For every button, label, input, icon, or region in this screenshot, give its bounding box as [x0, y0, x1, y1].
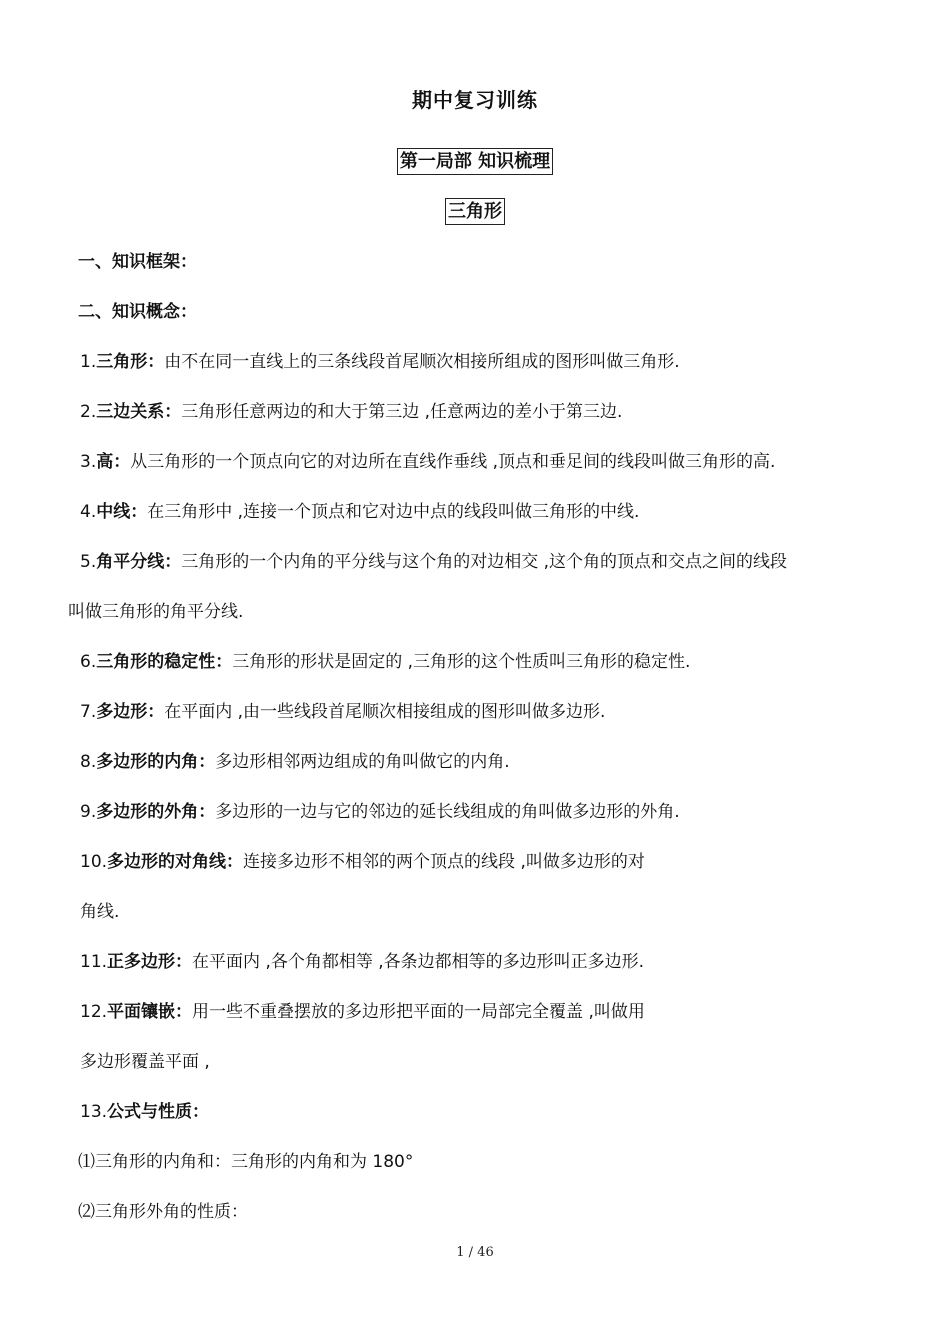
item-term: 平面镶嵌：	[107, 1002, 193, 1022]
item-text: 多边形的一边与它的邻边的延长线组成的角叫做多边形的外角.	[215, 802, 680, 822]
heading-concepts: 二、知识概念：	[78, 302, 197, 322]
item-term: 多边形的外角：	[96, 802, 216, 822]
concept-item-7	[80, 700, 605, 724]
part-heading: 第一局部 知识梳理	[397, 148, 553, 175]
concept-item-4	[80, 500, 639, 524]
item-term: 公式与性质：	[107, 1102, 210, 1122]
item-term: 中线：	[96, 502, 148, 522]
concept-item-13	[80, 1100, 209, 1124]
sub-item-text: 三角形外角的性质：	[95, 1202, 248, 1222]
concept-item-12-continuation: 多边形覆盖平面 ,	[80, 1052, 210, 1072]
concept-item-11	[80, 950, 644, 974]
item-text: 在平面内 ,各个角都相等 ,各条边都相等的多边形叫正多边形.	[192, 952, 645, 972]
item-term: 多边形：	[96, 702, 165, 722]
part-heading-row	[0, 148, 950, 175]
item-number: 1.	[80, 352, 97, 372]
item-text: 三角形任意两边的和大于第三边 ,任意两边的差小于第三边.	[181, 402, 623, 422]
sub-item-1	[78, 1150, 413, 1174]
page-number: 1 / 46	[456, 1245, 494, 1260]
item-number: 11.	[80, 952, 108, 972]
concept-item-3	[80, 450, 775, 474]
item-text: 由不在同一直线上的三条线段首尾顺次相接所组成的图形叫做三角形.	[164, 352, 680, 372]
item-number: 6.	[80, 652, 97, 672]
item-number: 2.	[80, 402, 97, 422]
item-number: 13.	[80, 1102, 108, 1122]
item-term: 三角形：	[96, 352, 165, 372]
concept-item-8	[80, 750, 510, 774]
item-text: 在平面内 ,由一些线段首尾顺次相接组成的图形叫做多边形.	[164, 702, 606, 722]
item-number: 10.	[80, 852, 108, 872]
concept-item-1	[80, 350, 680, 374]
item-term: 正多边形：	[107, 952, 193, 972]
heading-framework: 一、知识框架：	[78, 252, 197, 272]
item-text: 从三角形的一个顶点向它的对边所在直线作垂线 ,顶点和垂足间的线段叫做三角形的高.	[130, 452, 776, 472]
concept-item-12	[80, 1000, 645, 1024]
item-text: 用一些不重叠摆放的多边形把平面的一局部完全覆盖 ,叫做用	[192, 1002, 645, 1022]
item-number: 8.	[80, 752, 97, 772]
concept-item-2	[80, 400, 622, 424]
item-number: 7.	[80, 702, 97, 722]
concept-item-10	[80, 850, 645, 874]
item-number: 12.	[80, 1002, 108, 1022]
concept-item-10-continuation: 角线.	[80, 902, 120, 922]
item-number: 5.	[80, 552, 97, 572]
item-term: 三边关系：	[96, 402, 182, 422]
section-heading: 三角形	[445, 198, 505, 225]
item-term: 高：	[96, 452, 131, 472]
sub-item-2	[78, 1200, 248, 1224]
page-title: 期中复习训练	[412, 88, 538, 112]
concept-item-5	[80, 550, 787, 574]
item-text: 在三角形中 ,连接一个顶点和它对边中点的线段叫做三角形的中线.	[147, 502, 640, 522]
item-term: 角平分线：	[96, 552, 182, 572]
item-number: 3.	[80, 452, 97, 472]
item-number: 4.	[80, 502, 97, 522]
item-text: 三角形的形状是固定的 ,三角形的这个性质叫三角形的稳定性.	[232, 652, 691, 672]
concept-item-5-continuation: 叫做三角形的角平分线.	[68, 602, 244, 622]
sub-item-label: ⑴	[78, 1152, 95, 1172]
item-term: 多边形的内角：	[96, 752, 216, 772]
item-term: 三角形的稳定性：	[96, 652, 233, 672]
item-text: 多边形相邻两边组成的角叫做它的内角.	[215, 752, 510, 772]
item-text: 三角形的一个内角的平分线与这个角的对边相交 ,这个角的顶点和交点之间的线段	[181, 552, 788, 572]
concept-item-9	[80, 800, 680, 824]
item-number: 9.	[80, 802, 97, 822]
concept-item-6	[80, 650, 690, 674]
item-term: 多边形的对角线：	[107, 852, 244, 872]
sub-item-text: 三角形的内角和：三角形的内角和为 180°	[95, 1152, 414, 1172]
section-heading-row	[0, 198, 950, 225]
item-text: 连接多边形不相邻的两个顶点的线段 ,叫做多边形的对	[243, 852, 645, 872]
sub-item-label: ⑵	[78, 1202, 95, 1222]
